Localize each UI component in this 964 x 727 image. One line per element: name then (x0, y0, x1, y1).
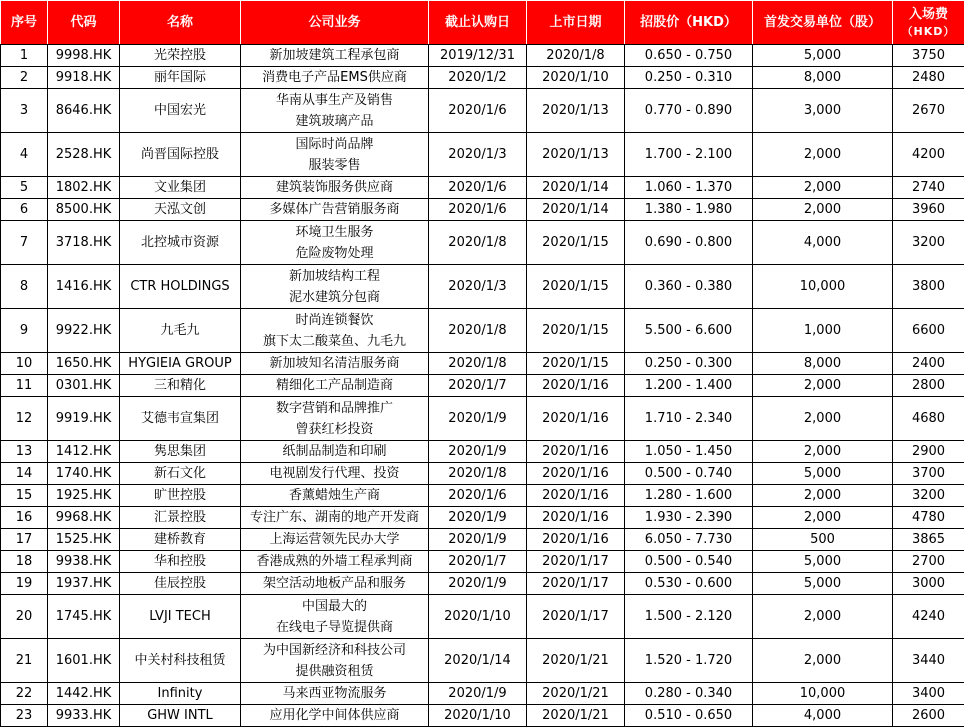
cell-price: 1.710 - 2.340 (625, 397, 753, 441)
cell-lot-size: 5,000 (753, 573, 893, 595)
cell-deadline: 2020/1/8 (429, 309, 527, 353)
cell-listing-date: 2020/1/15 (527, 309, 625, 353)
cell-lot-size: 2,000 (753, 199, 893, 221)
cell-listing-date: 2020/1/13 (527, 133, 625, 177)
cell-deadline: 2020/1/10 (429, 705, 527, 727)
cell-price: 0.650 - 0.750 (625, 45, 753, 67)
header-lot-size: 首发交易单位（股） (753, 1, 893, 45)
cell-lot-size: 5,000 (753, 551, 893, 573)
cell-name: 中关村科技租赁 (120, 639, 241, 683)
cell-listing-date: 2020/1/10 (527, 67, 625, 89)
business-line: 中国最大的 (242, 596, 427, 617)
cell-no: 23 (1, 705, 48, 727)
cell-no: 3 (1, 89, 48, 133)
cell-no: 20 (1, 595, 48, 639)
cell-deadline: 2020/1/9 (429, 529, 527, 551)
cell-lot-size: 2,000 (753, 507, 893, 529)
cell-listing-date: 2020/1/21 (527, 683, 625, 705)
cell-business (241, 265, 429, 309)
cell-business (241, 529, 429, 551)
business-line: 泥水建筑分包商 (242, 287, 427, 308)
cell-no: 18 (1, 551, 48, 573)
cell-lot-size: 1,000 (753, 309, 893, 353)
cell-entry-fee: 3200 (893, 221, 964, 265)
table-row (1, 397, 964, 441)
cell-code: 1937.HK (48, 573, 120, 595)
cell-deadline: 2020/1/9 (429, 397, 527, 441)
table-row (1, 67, 964, 89)
table-body (1, 45, 964, 727)
business-line: 新加坡知名清洁服务商 (242, 353, 427, 374)
cell-code: 9938.HK (48, 551, 120, 573)
header-entry-fee (893, 1, 964, 45)
cell-lot-size: 2,000 (753, 375, 893, 397)
cell-listing-date: 2020/1/16 (527, 507, 625, 529)
business-line: 精细化工产品制造商 (242, 375, 427, 396)
cell-listing-date: 2020/1/17 (527, 551, 625, 573)
cell-name: 佳辰控股 (120, 573, 241, 595)
cell-lot-size: 2,000 (753, 595, 893, 639)
cell-deadline: 2020/1/8 (429, 353, 527, 375)
cell-entry-fee: 3750 (893, 45, 964, 67)
cell-no: 11 (1, 375, 48, 397)
cell-entry-fee: 2400 (893, 353, 964, 375)
cell-code: 2528.HK (48, 133, 120, 177)
cell-no: 10 (1, 353, 48, 375)
cell-business (241, 45, 429, 67)
cell-lot-size: 8,000 (753, 353, 893, 375)
cell-lot-size: 8,000 (753, 67, 893, 89)
cell-no: 8 (1, 265, 48, 309)
cell-business (241, 441, 429, 463)
cell-deadline: 2020/1/7 (429, 375, 527, 397)
cell-business (241, 639, 429, 683)
business-line: 纸制品制造和印刷 (242, 441, 427, 462)
cell-no: 15 (1, 485, 48, 507)
cell-price: 0.280 - 0.340 (625, 683, 753, 705)
cell-name: 北控城市资源 (120, 221, 241, 265)
table-row (1, 485, 964, 507)
cell-price: 1.050 - 1.450 (625, 441, 753, 463)
cell-entry-fee: 3440 (893, 639, 964, 683)
header-deadline: 截止认购日 (429, 1, 527, 45)
cell-lot-size: 5,000 (753, 45, 893, 67)
cell-price: 1.280 - 1.600 (625, 485, 753, 507)
cell-price: 0.250 - 0.310 (625, 67, 753, 89)
cell-listing-date: 2020/1/16 (527, 397, 625, 441)
cell-listing-date: 2020/1/16 (527, 485, 625, 507)
cell-name: 新石文化 (120, 463, 241, 485)
table-row (1, 529, 964, 551)
cell-no: 5 (1, 177, 48, 199)
cell-lot-size: 2,000 (753, 177, 893, 199)
cell-name: 建桥教育 (120, 529, 241, 551)
business-line: 环境卫生服务 (242, 222, 427, 243)
business-line: 上海运营领先民办大学 (242, 529, 427, 550)
cell-code: 1650.HK (48, 353, 120, 375)
business-line: 应用化学中间体供应商 (242, 705, 427, 726)
cell-entry-fee: 3960 (893, 199, 964, 221)
cell-listing-date: 2020/1/16 (527, 375, 625, 397)
cell-lot-size: 2,000 (753, 133, 893, 177)
cell-deadline: 2020/1/6 (429, 89, 527, 133)
table-row (1, 221, 964, 265)
cell-entry-fee: 3200 (893, 485, 964, 507)
cell-business (241, 199, 429, 221)
business-line: 马来西亚物流服务 (242, 683, 427, 704)
table-row (1, 463, 964, 485)
cell-name: 中国宏光 (120, 89, 241, 133)
cell-entry-fee: 3000 (893, 573, 964, 595)
table-row (1, 309, 964, 353)
business-line: 提供融资租赁 (242, 661, 427, 682)
cell-business (241, 573, 429, 595)
cell-entry-fee: 3700 (893, 463, 964, 485)
cell-name: 光荣控股 (120, 45, 241, 67)
cell-price: 0.530 - 0.600 (625, 573, 753, 595)
business-line: 专注广东、湖南的地产开发商 (242, 507, 427, 528)
cell-code: 1740.HK (48, 463, 120, 485)
cell-lot-size: 2,000 (753, 397, 893, 441)
cell-entry-fee: 2800 (893, 375, 964, 397)
header-code: 代码 (48, 1, 120, 45)
cell-name: 旷世控股 (120, 485, 241, 507)
cell-no: 7 (1, 221, 48, 265)
cell-code: 1412.HK (48, 441, 120, 463)
cell-listing-date: 2020/1/14 (527, 199, 625, 221)
business-line: 曾获红杉投资 (242, 419, 427, 440)
cell-business (241, 551, 429, 573)
cell-business (241, 485, 429, 507)
cell-deadline: 2020/1/10 (429, 595, 527, 639)
table-row (1, 265, 964, 309)
cell-code: 8500.HK (48, 199, 120, 221)
cell-listing-date: 2020/1/16 (527, 529, 625, 551)
cell-business (241, 67, 429, 89)
cell-business (241, 375, 429, 397)
cell-business (241, 89, 429, 133)
table-row (1, 683, 964, 705)
cell-deadline: 2020/1/14 (429, 639, 527, 683)
cell-entry-fee: 3800 (893, 265, 964, 309)
cell-deadline: 2020/1/6 (429, 485, 527, 507)
table-row (1, 353, 964, 375)
cell-price: 1.500 - 2.120 (625, 595, 753, 639)
header-entry-fee-label: 入场费 (909, 7, 948, 22)
cell-listing-date: 2020/1/21 (527, 705, 625, 727)
cell-entry-fee: 4200 (893, 133, 964, 177)
cell-entry-fee: 3400 (893, 683, 964, 705)
cell-business (241, 397, 429, 441)
business-line: 多媒体广告营销服务商 (242, 199, 427, 220)
cell-listing-date: 2020/1/8 (527, 45, 625, 67)
cell-price: 1.930 - 2.390 (625, 507, 753, 529)
business-line: 服装零售 (242, 155, 427, 176)
cell-business (241, 705, 429, 727)
table-row (1, 573, 964, 595)
cell-price: 6.050 - 7.730 (625, 529, 753, 551)
header-name: 名称 (120, 1, 241, 45)
business-line: 香港成熟的外墙工程承判商 (242, 551, 427, 572)
cell-lot-size: 5,000 (753, 463, 893, 485)
cell-price: 0.360 - 0.380 (625, 265, 753, 309)
cell-code: 9922.HK (48, 309, 120, 353)
cell-no: 14 (1, 463, 48, 485)
cell-code: 9918.HK (48, 67, 120, 89)
table-row (1, 199, 964, 221)
cell-price: 1.200 - 1.400 (625, 375, 753, 397)
header-price: 招股价（HKD） (625, 1, 753, 45)
cell-lot-size: 500 (753, 529, 893, 551)
cell-code: 1416.HK (48, 265, 120, 309)
cell-no: 21 (1, 639, 48, 683)
business-line: 电视剧发行代理、投资 (242, 463, 427, 484)
cell-code: 1601.HK (48, 639, 120, 683)
cell-listing-date: 2020/1/15 (527, 265, 625, 309)
table-row (1, 45, 964, 67)
cell-no: 17 (1, 529, 48, 551)
table-row (1, 507, 964, 529)
cell-business (241, 463, 429, 485)
cell-no: 1 (1, 45, 48, 67)
cell-lot-size: 10,000 (753, 265, 893, 309)
cell-deadline: 2020/1/3 (429, 265, 527, 309)
business-line: 在线电子导览提供商 (242, 617, 427, 638)
cell-deadline: 2020/1/9 (429, 507, 527, 529)
cell-name: GHW INTL (120, 705, 241, 727)
cell-name: LVJI TECH (120, 595, 241, 639)
cell-name: 尚晋国际控股 (120, 133, 241, 177)
table-row (1, 639, 964, 683)
cell-listing-date: 2020/1/16 (527, 441, 625, 463)
cell-price: 1.380 - 1.980 (625, 199, 753, 221)
cell-code: 1802.HK (48, 177, 120, 199)
business-line: 香薰蜡烛生产商 (242, 485, 427, 506)
cell-listing-date: 2020/1/17 (527, 595, 625, 639)
cell-lot-size: 10,000 (753, 683, 893, 705)
business-line: 建筑玻璃产品 (242, 111, 427, 132)
cell-entry-fee: 2900 (893, 441, 964, 463)
table-row (1, 595, 964, 639)
cell-price: 1.060 - 1.370 (625, 177, 753, 199)
cell-entry-fee: 2740 (893, 177, 964, 199)
cell-code: 1442.HK (48, 683, 120, 705)
business-line: 数字营销和品牌推广 (242, 398, 427, 419)
table-row (1, 133, 964, 177)
cell-deadline: 2020/1/8 (429, 221, 527, 265)
cell-business (241, 309, 429, 353)
cell-price: 1.520 - 1.720 (625, 639, 753, 683)
header-listing-date: 上市日期 (527, 1, 625, 45)
cell-no: 13 (1, 441, 48, 463)
header-business: 公司业务 (241, 1, 429, 45)
cell-code: 0301.HK (48, 375, 120, 397)
cell-price: 0.250 - 0.300 (625, 353, 753, 375)
business-line: 旗下太二酸菜鱼、九毛九 (242, 331, 427, 352)
business-line: 建筑装饰服务供应商 (242, 177, 427, 198)
cell-listing-date: 2020/1/14 (527, 177, 625, 199)
cell-business (241, 177, 429, 199)
cell-business (241, 353, 429, 375)
cell-no: 6 (1, 199, 48, 221)
cell-code: 9998.HK (48, 45, 120, 67)
cell-price: 0.690 - 0.800 (625, 221, 753, 265)
cell-no: 16 (1, 507, 48, 529)
cell-lot-size: 4,000 (753, 705, 893, 727)
cell-listing-date: 2020/1/15 (527, 221, 625, 265)
cell-code: 1745.HK (48, 595, 120, 639)
cell-name: 九毛九 (120, 309, 241, 353)
cell-no: 2 (1, 67, 48, 89)
cell-name: 文业集团 (120, 177, 241, 199)
cell-deadline: 2020/1/6 (429, 199, 527, 221)
cell-no: 19 (1, 573, 48, 595)
cell-name: 丽年国际 (120, 67, 241, 89)
cell-code: 3718.HK (48, 221, 120, 265)
header-row (1, 1, 964, 45)
cell-listing-date: 2020/1/13 (527, 89, 625, 133)
cell-name: Infinity (120, 683, 241, 705)
cell-business (241, 221, 429, 265)
cell-lot-size: 2,000 (753, 485, 893, 507)
business-line: 新加坡结构工程 (242, 266, 427, 287)
cell-deadline: 2020/1/2 (429, 67, 527, 89)
table-row (1, 89, 964, 133)
cell-entry-fee: 4240 (893, 595, 964, 639)
business-line: 危险废物处理 (242, 243, 427, 264)
header-no: 序号 (1, 1, 48, 45)
cell-business (241, 133, 429, 177)
cell-deadline: 2020/1/9 (429, 683, 527, 705)
cell-name: 华和控股 (120, 551, 241, 573)
cell-name: 三和精化 (120, 375, 241, 397)
cell-entry-fee: 6600 (893, 309, 964, 353)
cell-name: 汇景控股 (120, 507, 241, 529)
cell-name: CTR HOLDINGS (120, 265, 241, 309)
cell-listing-date: 2020/1/15 (527, 353, 625, 375)
cell-name: 隽思集团 (120, 441, 241, 463)
cell-code: 1525.HK (48, 529, 120, 551)
cell-deadline: 2020/1/6 (429, 177, 527, 199)
cell-lot-size: 2,000 (753, 441, 893, 463)
business-line: 时尚连锁餐饮 (242, 310, 427, 331)
business-line: 架空活动地板产品和服务 (242, 573, 427, 594)
cell-business (241, 595, 429, 639)
cell-business (241, 683, 429, 705)
cell-no: 12 (1, 397, 48, 441)
cell-deadline: 2020/1/9 (429, 441, 527, 463)
business-line: 消费电子产品EMS供应商 (242, 67, 427, 88)
cell-lot-size: 4,000 (753, 221, 893, 265)
cell-code: 9933.HK (48, 705, 120, 727)
cell-deadline: 2020/1/9 (429, 573, 527, 595)
cell-lot-size: 2,000 (753, 639, 893, 683)
cell-price: 5.500 - 6.600 (625, 309, 753, 353)
cell-no: 4 (1, 133, 48, 177)
business-line: 华南从事生产及销售 (242, 90, 427, 111)
cell-deadline: 2020/1/8 (429, 463, 527, 485)
table-row (1, 551, 964, 573)
cell-listing-date: 2020/1/17 (527, 573, 625, 595)
table-row (1, 177, 964, 199)
cell-lot-size: 3,000 (753, 89, 893, 133)
business-line: 新加坡建筑工程承包商 (242, 45, 427, 66)
cell-price: 0.500 - 0.540 (625, 551, 753, 573)
cell-name: 艾德韦宣集团 (120, 397, 241, 441)
cell-entry-fee: 2600 (893, 705, 964, 727)
cell-name: HYGIEIA GROUP (120, 353, 241, 375)
business-line: 为中国新经济和科技公司 (242, 640, 427, 661)
cell-listing-date: 2020/1/16 (527, 463, 625, 485)
cell-entry-fee: 2670 (893, 89, 964, 133)
cell-code: 1925.HK (48, 485, 120, 507)
cell-price: 0.500 - 0.740 (625, 463, 753, 485)
cell-entry-fee: 2480 (893, 67, 964, 89)
cell-no: 22 (1, 683, 48, 705)
cell-entry-fee: 4780 (893, 507, 964, 529)
cell-code: 9968.HK (48, 507, 120, 529)
cell-no: 9 (1, 309, 48, 353)
business-line: 国际时尚品牌 (242, 134, 427, 155)
cell-deadline: 2019/12/31 (429, 45, 527, 67)
cell-entry-fee: 3865 (893, 529, 964, 551)
cell-entry-fee: 4680 (893, 397, 964, 441)
cell-price: 1.700 - 2.100 (625, 133, 753, 177)
cell-price: 0.770 - 0.890 (625, 89, 753, 133)
table-row (1, 375, 964, 397)
table-row (1, 705, 964, 727)
cell-business (241, 507, 429, 529)
cell-deadline: 2020/1/7 (429, 551, 527, 573)
cell-name: 天泓文创 (120, 199, 241, 221)
cell-code: 8646.HK (48, 89, 120, 133)
cell-listing-date: 2020/1/21 (527, 639, 625, 683)
header-entry-fee-unit: （HKD） (893, 23, 964, 40)
cell-deadline: 2020/1/3 (429, 133, 527, 177)
cell-entry-fee: 2700 (893, 551, 964, 573)
table-row (1, 441, 964, 463)
cell-code: 9919.HK (48, 397, 120, 441)
cell-price: 0.510 - 0.650 (625, 705, 753, 727)
